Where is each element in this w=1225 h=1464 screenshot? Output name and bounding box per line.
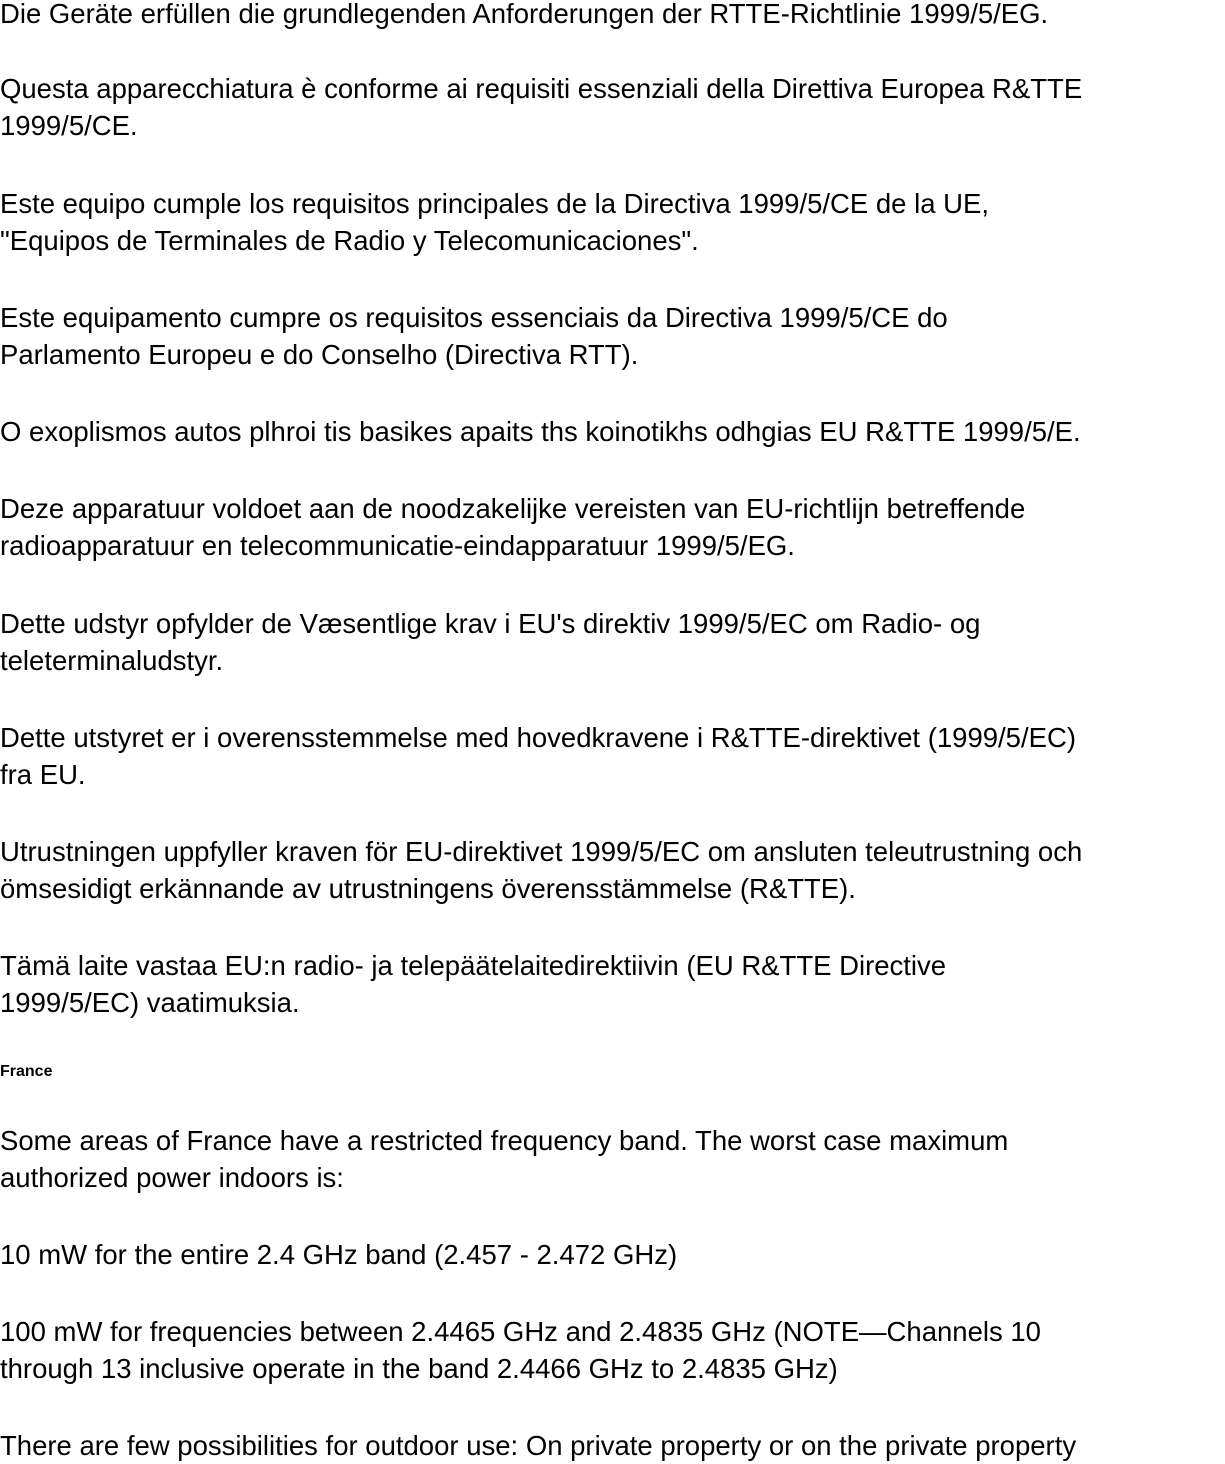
paragraph-swedish [0,833,1082,907]
paragraph-line: 1999/5/EC) vaatimuksia. [0,987,300,1018]
paragraph-line: Questa apparecchiatura è conforme ai requisiti essenziali della Direttiva Europea R&TTE [0,73,1083,104]
paragraph-german [0,0,1048,32]
paragraph-line: ömsesidigt erkännande av utrustningens överensstämmelse (R&TTE). [0,873,856,904]
paragraph-france-100mw [0,1313,1041,1387]
paragraph-line: "Equipos de Terminales de Radio y Telecomunicaciones". [0,225,699,256]
paragraph-line: O exoplismos autos plhroi tis basikes apaits ths koinotikhs odhgias EU R&TTE 1999/5/E. [0,416,1081,447]
paragraph-line: 1999/5/CE. [0,110,138,141]
paragraph-line: through 13 inclusive operate in the band 2.4466 GHz to 2.4835 GHz) [0,1353,838,1384]
paragraph-dutch [0,490,1025,564]
paragraph-line: Parlamento Europeu e do Conselho (Directiva RTT). [0,339,639,370]
paragraph-line: Dette utstyret er i overensstemmelse med hovedkravene i R&TTE-direktivet (1999/5/EC) [0,722,1076,753]
paragraph-line: Die Geräte erfüllen die grundlegenden Anforderungen der RTTE-Richtlinie 1999/5/EG. [0,0,1049,29]
paragraph-line: authorized power indoors is: [0,1162,344,1193]
paragraph-line: Tämä laite vastaa EU:n radio- ja telepäätelaitedirektiivin (EU R&TTE Directive [0,950,947,981]
paragraph-line: teleterminaludstyr. [0,645,224,676]
paragraph-line: 100 mW for frequencies between 2.4465 GHz and 2.4835 GHz (NOTE—Channels 10 [0,1316,1041,1347]
paragraph-spanish [0,185,989,259]
paragraph-portuguese [0,299,948,373]
paragraph-line: 10 mW for the entire 2.4 GHz band (2.457 - 2.472 GHz) [0,1239,678,1270]
paragraph-line: radioapparatuur en telecommunicatie-eindapparatuur 1999/5/EG. [0,530,795,561]
paragraph-france-intro [0,1122,1008,1196]
paragraph-greek [0,413,1081,450]
paragraph-france-10mw [0,1236,677,1273]
paragraph-line: Utrustningen uppfyller kraven för EU-direktivet 1999/5/EC om ansluten teleutrustning och [0,836,1083,867]
paragraph-line: Este equipo cumple los requisitos principales de la Directiva 1999/5/CE de la UE, [0,188,989,219]
paragraph-norwegian [0,719,1076,793]
paragraph-line: Some areas of France have a restricted frequency band. The worst case maximum [0,1125,1009,1156]
paragraph-danish [0,605,980,679]
paragraph-line: Este equipamento cumpre os requisitos essenciais da Directiva 1999/5/CE do [0,302,948,333]
paragraph-finnish [0,947,946,1021]
paragraph-line: fra EU. [0,759,86,790]
paragraph-line: Deze apparatuur voldoet aan de noodzakelijke vereisten van EU-richtlijn betreffende [0,493,1026,524]
section-heading-france: France [0,1063,53,1080]
paragraph-france-outdoor [0,1427,1076,1464]
paragraph-line: There are few possibilities for outdoor use: On private property or on the private property [0,1430,1077,1461]
paragraph-italian [0,70,1082,144]
paragraph-line: Dette udstyr opfylder de Væsentlige krav i EU's direktiv 1999/5/EC om Radio- og [0,608,981,639]
